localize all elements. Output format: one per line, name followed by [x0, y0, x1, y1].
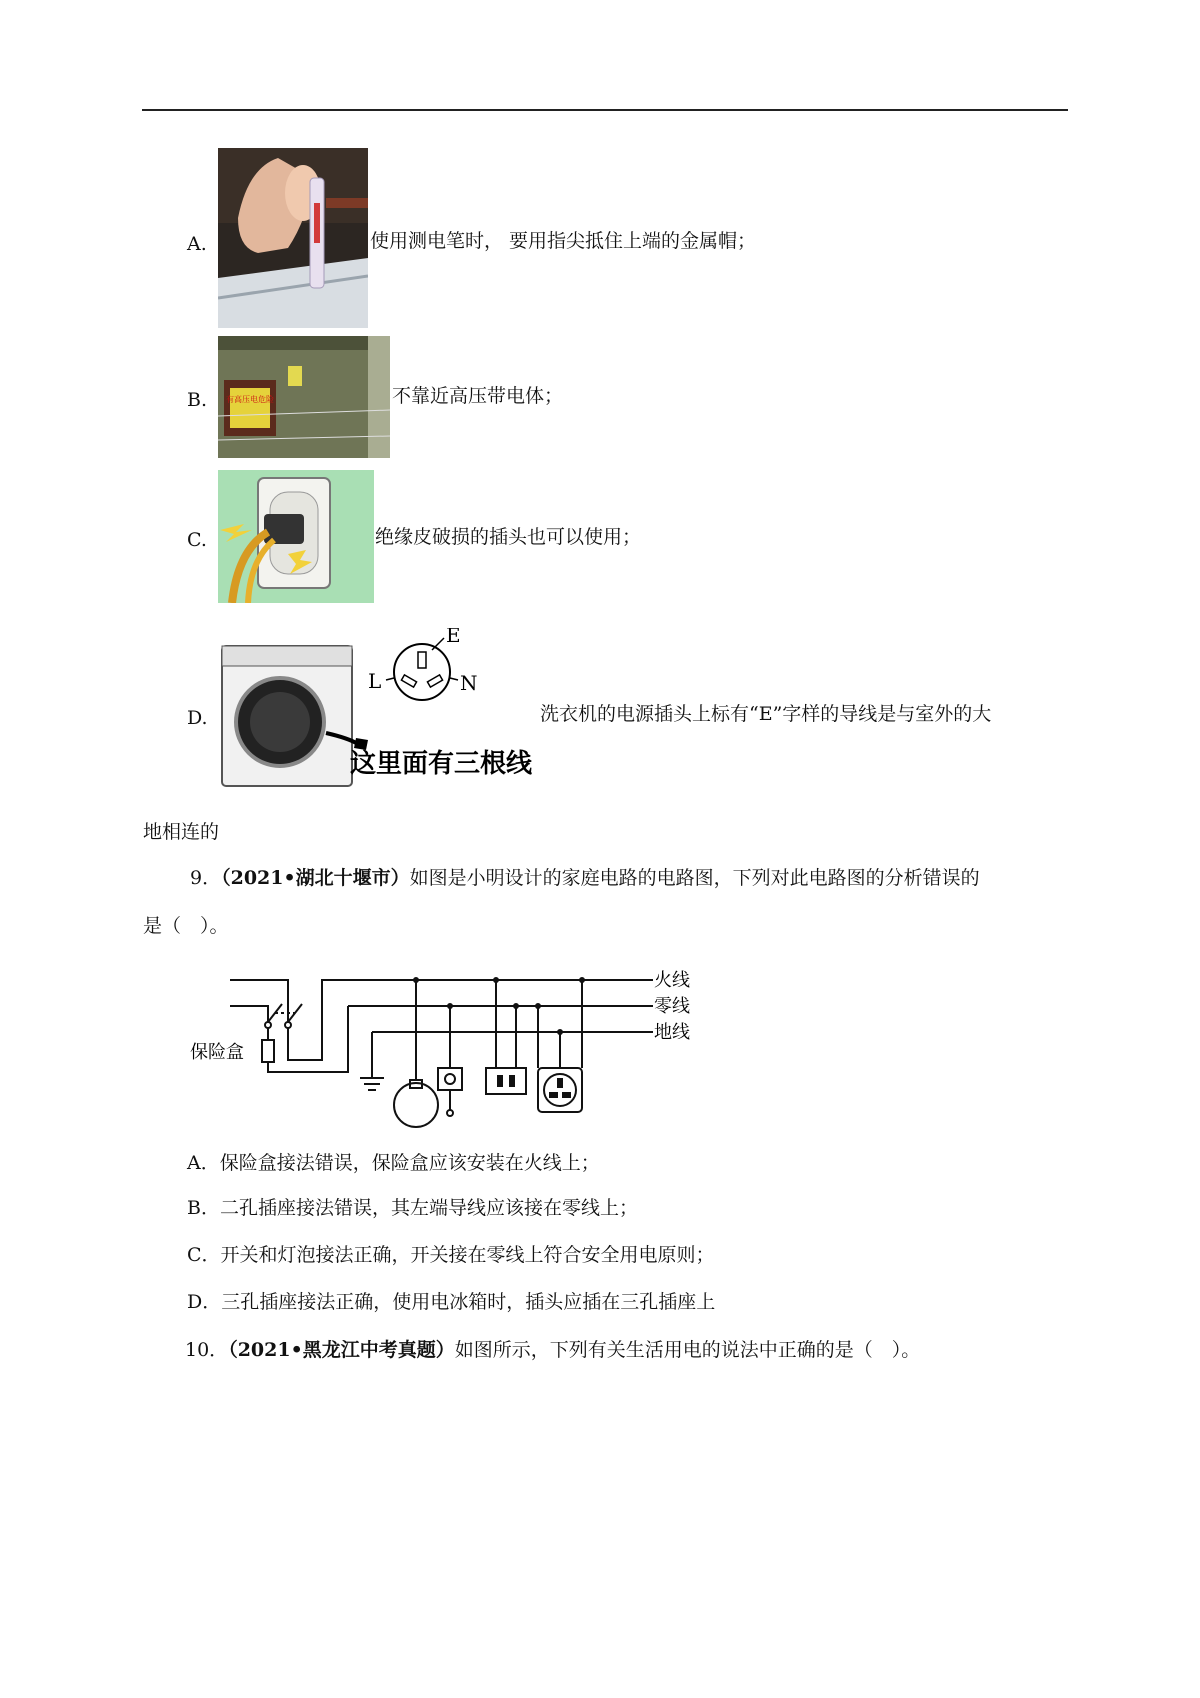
- q9-option-c-label: C．: [187, 1244, 221, 1266]
- earth-wire-label: 地线: [654, 1022, 690, 1043]
- test-pen-photo: [218, 148, 368, 328]
- option-b-label: B.: [187, 389, 208, 411]
- q9-option-a-text: 保险盒接法错误，保险盒应该安装在火线上；: [219, 1152, 600, 1174]
- q10-source: （2021•黑龙江中考真题）: [228, 1339, 455, 1361]
- option-d-text: 洗衣机的电源插头上标有“E”字样的导线是与室外的大: [540, 703, 992, 725]
- q9-option-b-text: 二孔插座接法错误，其左端导线应该接在零线上；: [219, 1197, 638, 1219]
- option-b-text: 不靠近高压带电体；: [392, 385, 564, 407]
- header-rule: [142, 109, 1068, 111]
- q10-number: 10．: [185, 1339, 229, 1361]
- live-wire-label: 火线: [654, 970, 690, 991]
- q9-stem-line1: [190, 865, 980, 891]
- q9-option-a: [187, 1150, 600, 1176]
- q9-stem: 如图是小明设计的家庭电路的电路图，下列对此电路图的分析错误的: [409, 867, 980, 889]
- household-circuit-diagram: [188, 960, 708, 1130]
- q9-source: （2021•湖北十堰市）: [221, 867, 410, 889]
- q9-number: 9．: [190, 867, 222, 889]
- pin-l-label: L: [368, 669, 382, 693]
- option-c-label: C.: [187, 529, 207, 551]
- washing-machine-plug-illustration: [218, 628, 540, 793]
- high-voltage-box-photo: [218, 336, 390, 458]
- option-d-label: D.: [187, 707, 208, 729]
- pin-n-label: N: [460, 671, 478, 695]
- q9-option-d: [187, 1289, 715, 1315]
- q9-option-d-label: D．: [187, 1291, 222, 1313]
- neutral-wire-label: 零线: [654, 996, 690, 1017]
- q9-option-c: [187, 1242, 715, 1268]
- q9-stem-line2: 是（ ）。: [143, 915, 229, 937]
- pin-e-label: E: [446, 628, 461, 647]
- q9-option-a-label: A．: [187, 1152, 220, 1174]
- q9-option-b: [187, 1195, 638, 1221]
- q9-option-b-label: B．: [187, 1197, 220, 1219]
- q10-stem-text: 如图所示，下列有关生活用电的说法中正确的是（ ）。: [454, 1339, 921, 1361]
- option-a-label: A.: [187, 233, 207, 255]
- option-a-text: 使用测电笔时， 要用指尖抵住上端的金属帽；: [370, 230, 757, 252]
- q10-stem: [185, 1337, 920, 1363]
- danger-sign-text: 有高压电危险: [226, 395, 274, 404]
- fuse-box-label: 保险盒: [190, 1042, 244, 1063]
- q9-option-c-text: 开关和灯泡接法正确，开关接在零线上符合安全用电原则；: [220, 1244, 715, 1266]
- q9-option-d-text: 三孔插座接法正确，使用电冰箱时，插头应插在三孔插座上: [221, 1291, 716, 1313]
- damaged-plug-illustration: [218, 470, 374, 603]
- option-d-text-cont: 地相连的: [143, 821, 220, 843]
- three-wires-caption: 这里面有三根线: [350, 749, 533, 779]
- option-c-text: 绝缘皮破损的插头也可以使用；: [375, 526, 642, 548]
